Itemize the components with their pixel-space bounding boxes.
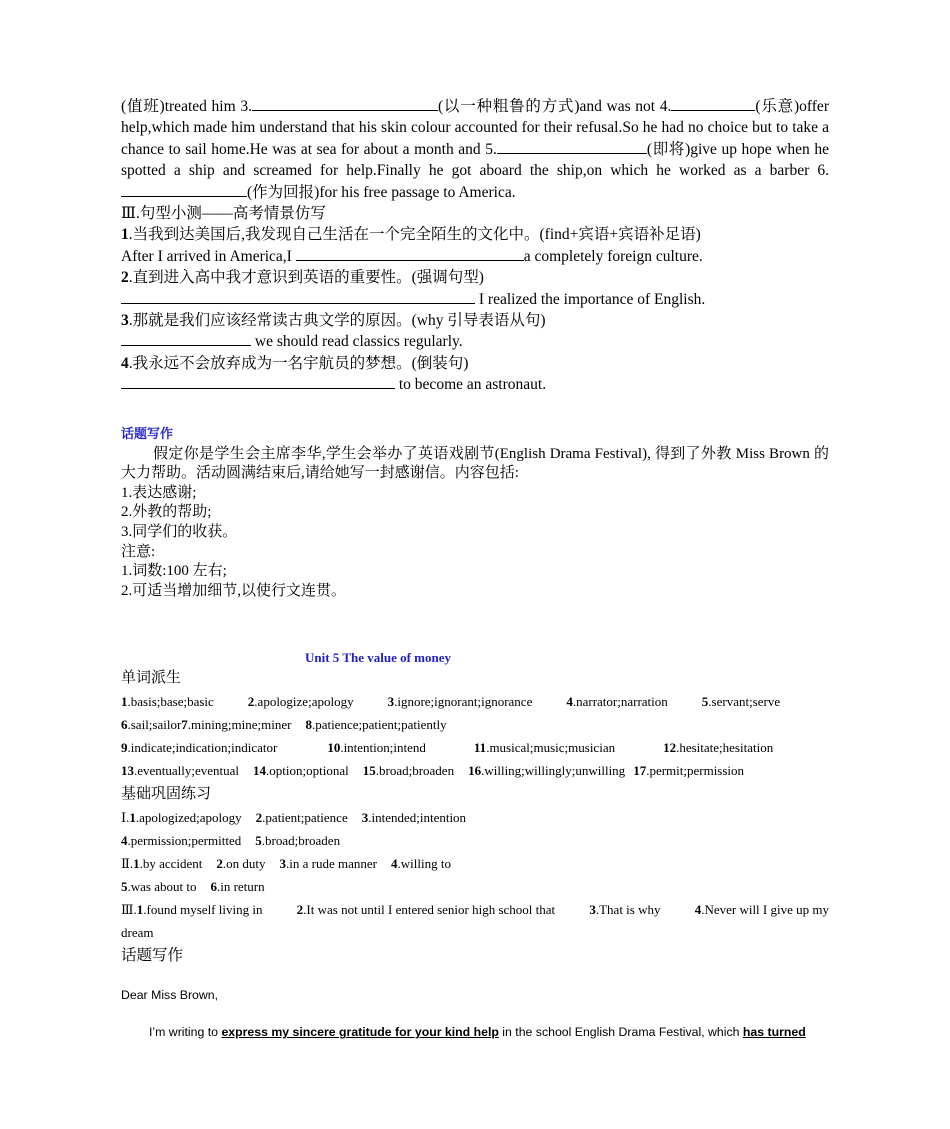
blank-4[interactable] xyxy=(671,96,755,111)
vocab-row: 9.indicate;indication;indicator 10.intention;intend 11.musical;music;musician 12.hesitate;hesitation xyxy=(121,740,774,756)
question-2: 2.直到进入高中我才意识到英语的重要性。(强调句型) xyxy=(121,269,484,287)
basic-row: Ⅱ.1.by accident 2.on duty 3.in a rude manner 4.willing to xyxy=(121,856,451,872)
writing-prompt xyxy=(121,445,829,602)
basic-practice-heading: 基础巩固练习 xyxy=(121,786,212,803)
vocab-row: 6.sail;sailor7.mining;mine;miner 8.patience;patient;patiently xyxy=(121,717,447,733)
question-3: 3.那就是我们应该经常读古典文学的原因。(why 引导表语从句) xyxy=(121,312,546,330)
writing-note-label: 注意: xyxy=(121,543,156,560)
vocab-heading: 单词派生 xyxy=(121,670,182,687)
answer-key xyxy=(121,666,829,1044)
section-3 xyxy=(121,203,829,396)
unit-title: Unit 5 The value of money xyxy=(305,650,452,666)
letter-first-line: I’m writing to express my sincere gratitude for your kind help in the school English Drama Festival, which has turned xyxy=(149,1025,806,1040)
blank-q4[interactable] xyxy=(121,374,395,389)
blank-q1[interactable] xyxy=(296,246,524,261)
basic-row: Ⅰ.1.apologized;apology 2.patient;patience 3.intended;intention xyxy=(121,810,467,826)
writing-note: 2.可适当增加细节,以使行文连贯。 xyxy=(121,582,347,599)
blank-6[interactable] xyxy=(121,182,247,197)
basic-row-tail: dream xyxy=(121,925,154,941)
passage-text: (乐意)offer help,which made him understand that his skin colour accounted for their refusal.So he had no choice but to take a chance to sail home.He was at sea for about a month and 5. xyxy=(121,98,829,158)
writing-intro: 假定你是学生会主席李华,学生会举办了英语戏剧节(English Drama Festival), 得到了外教 Miss Brown 的大力帮助。活动圆满结束后,请给她写一封感谢信。内容包括: xyxy=(121,445,829,482)
writing-heading: 话题写作 xyxy=(121,425,174,441)
passage-text: (值班)treated him 3. xyxy=(121,98,252,115)
writing-item: 3.同学们的收获。 xyxy=(121,524,238,541)
passage-text: (即将)give up hope when he spotted a ship and screamed for help.Finally he got aboard the ship,on which he worked as a barber 6. xyxy=(121,140,830,180)
writing-note: 1.词数:100 左右; xyxy=(121,563,227,580)
blank-q2[interactable] xyxy=(121,289,475,304)
writing-item: 2.外教的帮助; xyxy=(121,504,212,521)
document-page xyxy=(121,96,829,1044)
question-4: 4.我永远不会放弃成为一名宇航员的梦想。(倒装句) xyxy=(121,354,469,372)
answer-line-3: we should read classics regularly. xyxy=(121,331,829,352)
blank-3[interactable] xyxy=(252,96,438,111)
blank-5[interactable] xyxy=(497,139,647,154)
basic-row: Ⅲ.1.found myself living in 2.It was not until I entered senior high school that 3.That is why 4.Never will I give up my xyxy=(121,902,829,918)
vocab-row: 1.basis;base;basic 2.apologize;apology 3.ignore;ignorant;ignorance 4.narrator;narration 5.servant;serve xyxy=(121,694,781,710)
passage-text: (作为回报)for his free passage to America. xyxy=(247,183,516,201)
section-3-title: Ⅲ.句型小测——高考情景仿写 xyxy=(121,205,326,223)
question-1: 1.当我到达美国后,我发现自己生活在一个完全陌生的文化中。(find+宾语+宾语补足语) xyxy=(121,226,701,244)
passage-text: (以一种粗鲁的方式)and was not 4. xyxy=(437,98,672,115)
blank-q3[interactable] xyxy=(121,331,251,346)
basic-row: 5.was about to 6.in return xyxy=(121,879,265,895)
answer-line-1: After I arrived in America,I a completely foreign culture. xyxy=(121,247,703,265)
letter-greeting: Dear Miss Brown, xyxy=(121,988,219,1003)
answer-writing-heading: 话题写作 xyxy=(121,947,184,965)
passage-paragraph xyxy=(121,96,829,203)
basic-row: 4.permission;permitted 5.broad;broaden xyxy=(121,833,341,849)
answer-line-2: I realized the importance of English. xyxy=(121,289,829,310)
vocab-row: 13.eventually;eventual 14.option;optional 15.broad;broaden 16.willing;willingly;unwilling 17.permit;permission xyxy=(121,763,745,779)
answer-line-4: to become an astronaut. xyxy=(121,374,829,395)
writing-item: 1.表达感谢; xyxy=(121,484,197,501)
